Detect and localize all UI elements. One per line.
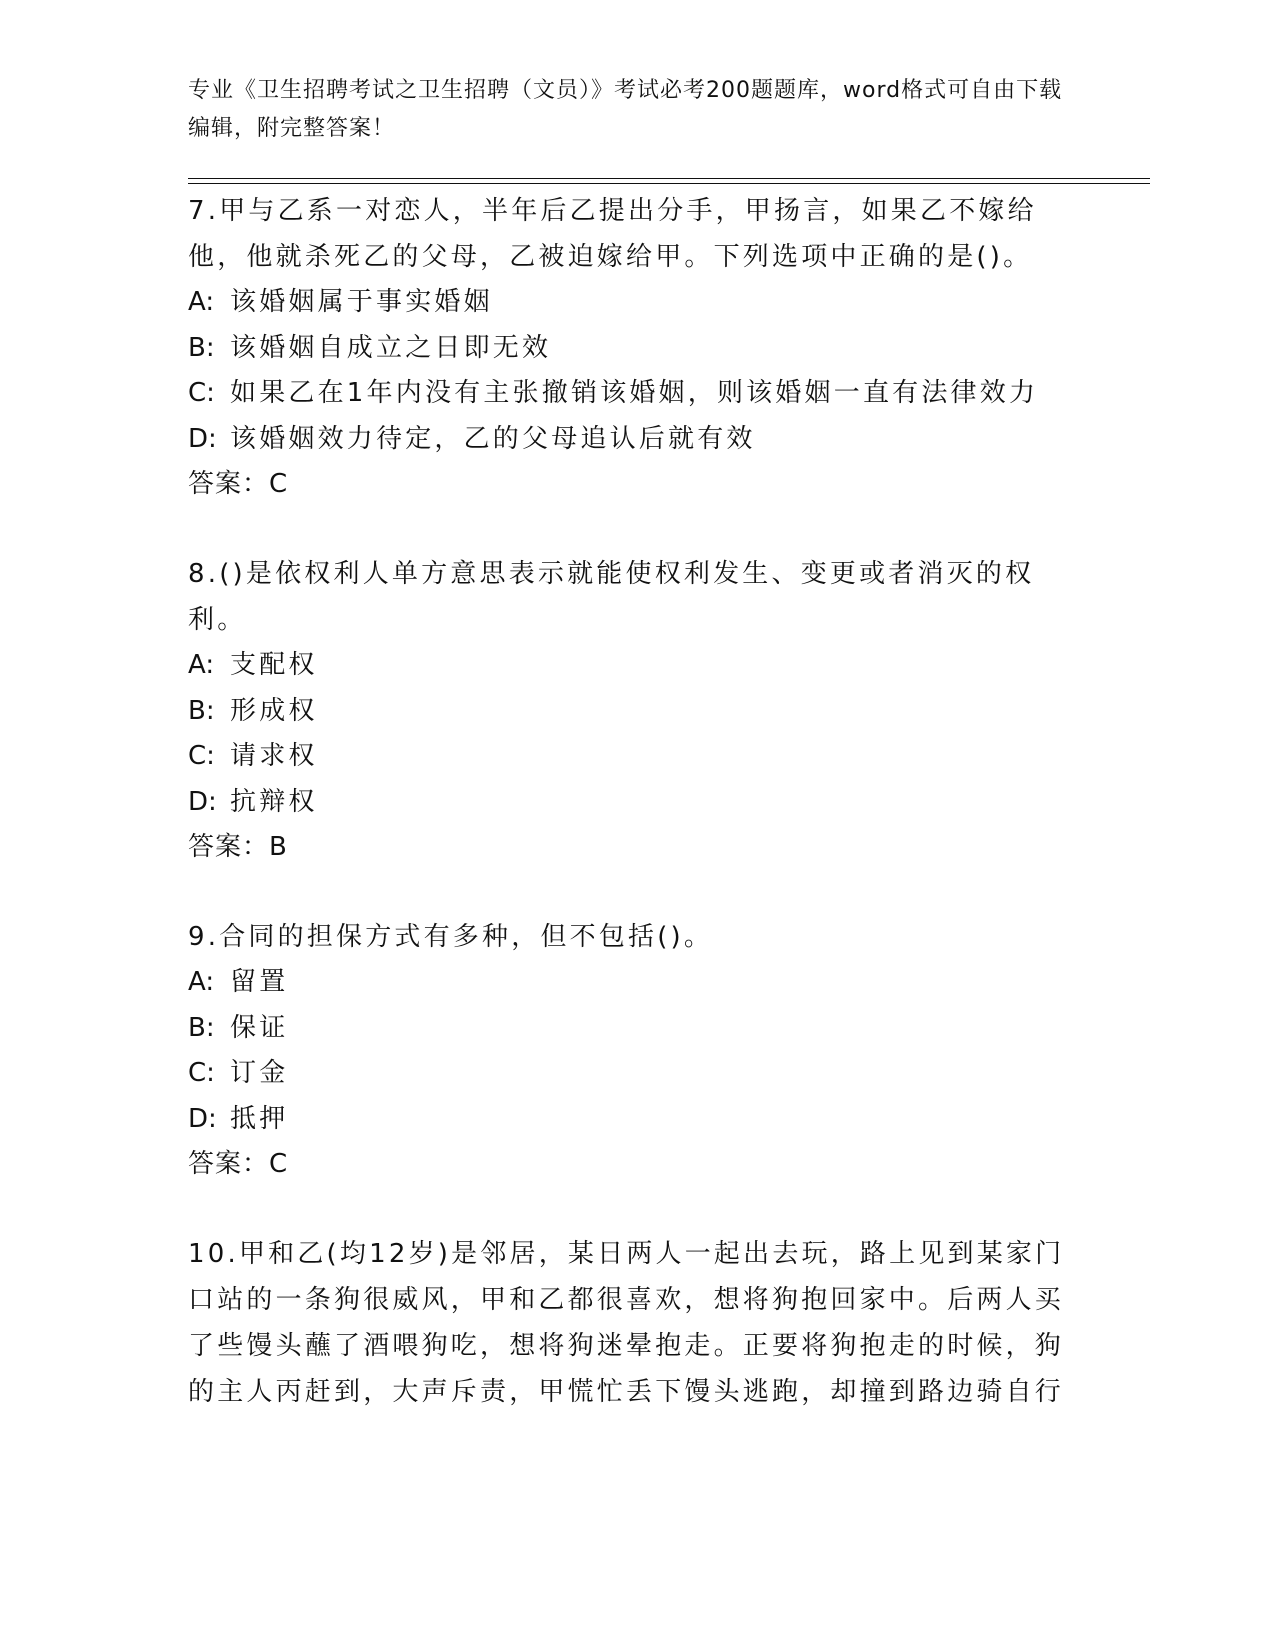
option-c (188, 1051, 1068, 1097)
header-divider-bottom (188, 183, 1150, 184)
option-d (188, 1097, 1068, 1143)
option-b (188, 1006, 1068, 1052)
option-text: 抵押 (230, 1103, 289, 1134)
option-text: 保证 (230, 1012, 289, 1043)
question-7 (188, 188, 1068, 507)
option-c (188, 371, 1068, 417)
option-letter: B: (188, 1012, 215, 1043)
option-c (188, 734, 1068, 780)
option-letter: A: (188, 287, 215, 317)
option-text: 该婚姻自成立之日即无效 (230, 332, 552, 363)
option-text: 请求权 (230, 741, 318, 771)
question-stem: 10.甲和乙(均12岁)是邻居，某日两人一起出去玩，路上见到某家门口站的一条狗很威风，甲和乙都很喜欢，想将狗抱回家中。后两人买了些馒头蘸了酒喂狗吃，想将狗迷晕抱走。正要将狗抱走的时候，狗的主人丙赶到，大声斥责，甲慌忙丢下馒头逃跑，却撞到路边骑自行 (188, 1239, 1065, 1407)
option-letter: D: (188, 786, 217, 817)
option-letter: C: (188, 378, 215, 408)
option-b (188, 326, 1068, 372)
option-d (188, 780, 1068, 826)
option-text: 形成权 (230, 695, 318, 726)
question-spacer (188, 870, 1068, 914)
answer-line: 答案：C (188, 469, 289, 499)
option-text: 抗辩权 (230, 786, 318, 817)
question-spacer (188, 507, 1068, 551)
option-d (188, 417, 1068, 463)
option-letter: A: (188, 650, 215, 680)
option-a (188, 280, 1068, 326)
option-text: 该婚姻属于事实婚姻 (230, 287, 493, 317)
question-spacer (188, 1187, 1068, 1231)
option-a (188, 960, 1068, 1006)
option-text: 留置 (230, 967, 289, 997)
option-text: 支配权 (230, 650, 318, 680)
answer-line: 答案：B (188, 832, 288, 862)
option-letter: C: (188, 1058, 215, 1088)
option-text: 该婚姻效力待定，乙的父母追认后就有效 (230, 423, 756, 454)
option-letter: B: (188, 332, 215, 363)
option-b (188, 689, 1068, 735)
option-letter: C: (188, 741, 215, 771)
question-9 (188, 914, 1068, 1187)
question-stem: 9.合同的担保方式有多种，但不包括()。 (188, 922, 714, 952)
question-10 (188, 1231, 1068, 1415)
option-letter: D: (188, 1103, 217, 1134)
question-list (188, 188, 1068, 1415)
question-stem: 8.()是依权利人单方意思表示就能使权利发生、变更或者消灭的权利。 (188, 559, 1035, 635)
option-letter: D: (188, 423, 217, 454)
document-header: 专业《卫生招聘考试之卫生招聘（文员）》考试必考200题题库，word格式可自由下载编辑，附完整答案！ (188, 78, 1063, 141)
option-letter: B: (188, 695, 215, 726)
option-letter: A: (188, 967, 215, 997)
question-8 (188, 551, 1068, 870)
header-divider-top (188, 178, 1150, 179)
option-a (188, 643, 1068, 689)
option-text: 如果乙在1年内没有主张撤销该婚姻，则该婚姻一直有法律效力 (230, 378, 1039, 408)
option-text: 订金 (230, 1058, 289, 1088)
question-stem: 7.甲与乙系一对恋人，半年后乙提出分手，甲扬言，如果乙不嫁给他，他就杀死乙的父母，乙被迫嫁给甲。下列选项中正确的是()。 (188, 196, 1037, 272)
answer-line: 答案：C (188, 1149, 289, 1179)
